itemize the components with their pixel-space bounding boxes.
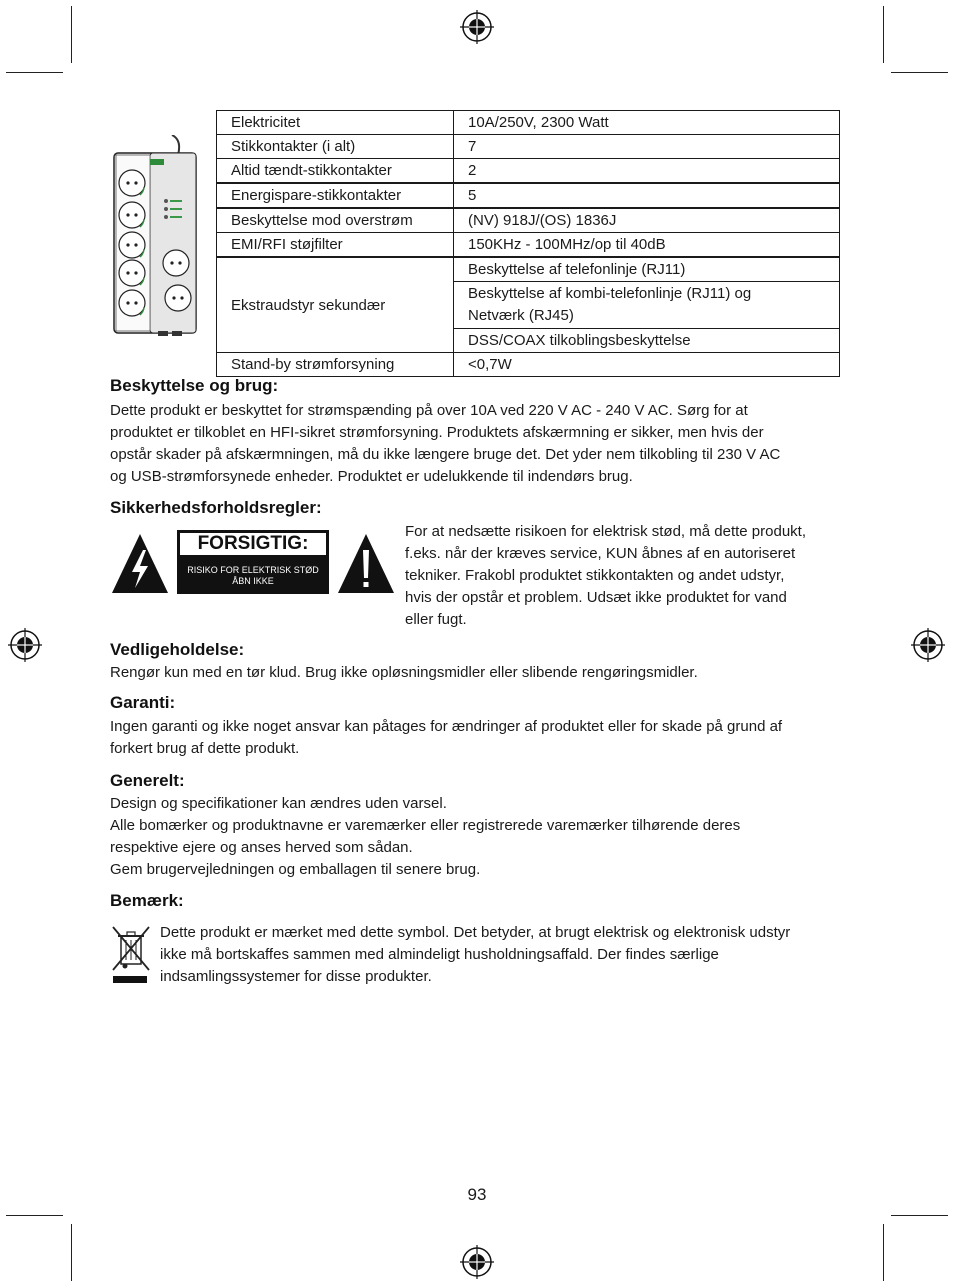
table-row <box>217 353 840 377</box>
crop-mark <box>883 1224 884 1281</box>
spec-value: (NV) 918J/(OS) 1836J <box>454 208 840 233</box>
table-row <box>217 135 840 159</box>
registration-mark-icon <box>460 10 494 44</box>
crop-mark <box>883 6 884 63</box>
spec-value: 5 <box>454 183 840 208</box>
table-row <box>217 159 840 184</box>
section-heading-general: Generelt: <box>110 771 185 790</box>
maintenance-paragraph <box>110 662 698 684</box>
spec-value-line: Beskyttelse af kombi-telefonlinje (RJ11) og <box>468 285 752 302</box>
text-line: og USB-strømforsynede enheder. Produktet er udelukkende til indendørs brug. <box>110 468 633 485</box>
weee-crossed-bin-icon <box>110 924 152 986</box>
registration-mark-icon <box>460 1245 494 1279</box>
text-line: f.eks. når der kræves service, KUN åbnes af en autoriseret <box>405 545 796 562</box>
exclamation-warning-icon <box>336 532 396 595</box>
text-line: forkert brug af dette produkt. <box>110 740 300 757</box>
specification-table <box>216 110 840 377</box>
crop-mark <box>891 72 948 73</box>
spec-value: <0,7W <box>454 353 840 377</box>
text-line: Gem brugervejledningen og emballagen til senere brug. <box>110 861 481 878</box>
text-line: produktet er tilkoblet en HFI-sikret strømforsyning. Produktets afskærmning er sikker, men hvis der <box>110 424 764 441</box>
spec-key: Altid tændt-stikkontakter <box>217 159 454 184</box>
safety-paragraph <box>405 521 806 631</box>
spec-value: 2 <box>454 159 840 184</box>
caution-text: ÅBN IKKE <box>232 576 274 586</box>
text-line: tekniker. Frakobl produktet stikkontakten og andet udstyr, <box>405 567 785 584</box>
text-line: indsamlingssystemer for disse produkter. <box>160 968 432 985</box>
crop-mark <box>6 1215 63 1216</box>
text-line: eller fugt. <box>405 611 467 628</box>
high-voltage-warning-icon <box>110 532 170 595</box>
crop-mark <box>71 1224 72 1281</box>
text-line: Dette produkt er mærket med dette symbol. Det betyder, at brugt elektrisk og elektronisk udstyr <box>160 924 791 941</box>
caution-title: FORSIGTIG: <box>180 533 326 555</box>
crop-mark <box>891 1215 948 1216</box>
power-strip-image <box>110 135 206 340</box>
general-paragraph <box>110 793 740 881</box>
spec-value: 10A/250V, 2300 Watt <box>454 111 840 135</box>
text-line: For at nedsætte risikoen for elektrisk stød, må dette produkt, <box>405 523 807 540</box>
note-paragraph <box>160 922 790 988</box>
spec-value-line: Netværk (RJ45) <box>468 307 574 324</box>
table-row <box>217 183 840 208</box>
crop-mark <box>71 6 72 63</box>
table-row <box>217 257 840 282</box>
caution-label <box>177 530 329 594</box>
text-line: opstår skader på afskærmningen, må du ikke længere bruge det. Det yder nem tilkobling til 230 V AC <box>110 446 781 463</box>
text-line: Alle bomærker og produktnavne er varemærker eller registrerede varemærker tilhørende deres <box>110 817 741 834</box>
spec-key: EMI/RFI støjfilter <box>217 233 454 258</box>
spec-key: Elektricitet <box>217 111 454 135</box>
spec-value: 150KHz - 100MHz/op til 40dB <box>454 233 840 258</box>
spec-key: Stand-by strømforsyning <box>217 353 454 377</box>
usage-paragraph <box>110 400 780 488</box>
text-line: Dette produkt er beskyttet for strømspænding på over 10A ved 220 V AC - 240 V AC. Sørg for at <box>110 402 748 419</box>
caution-text: RISIKO FOR ELEKTRISK STØD <box>187 565 319 575</box>
text-line: hvis der opstår et problem. Udsæt ikke produktet for vand <box>405 589 787 606</box>
spec-value: Beskyttelse af telefonlinje (RJ11) <box>454 257 840 282</box>
registration-mark-icon <box>911 628 945 662</box>
page-number: 93 <box>467 1185 487 1204</box>
crop-mark <box>6 72 63 73</box>
text-line: Design og specifikationer kan ændres uden varsel. <box>110 795 447 812</box>
text-line: ikke må bortskaffes sammen med almindeligt husholdningsaffald. Der findes særlige <box>160 946 719 963</box>
section-heading-warranty: Garanti: <box>110 693 176 712</box>
spec-value: 7 <box>454 135 840 159</box>
spec-value <box>454 282 840 329</box>
spec-value: DSS/COAX tilkoblingsbeskyttelse <box>454 329 840 353</box>
text-line: Ingen garanti og ikke noget ansvar kan påtages for ændringer af produktet eller for skade på grund af <box>110 718 783 735</box>
table-row <box>217 233 840 258</box>
table-row <box>217 208 840 233</box>
spec-key: Energispare-stikkontakter <box>217 183 454 208</box>
section-heading-usage: Beskyttelse og brug: <box>110 376 279 395</box>
text-line: Rengør kun med en tør klud. Brug ikke opløsningsmidler eller slibende rengøringsmidler. <box>110 664 698 681</box>
section-heading-safety: Sikkerhedsforholdsregler: <box>110 498 322 517</box>
text-line: respektive ejere og anses herved som sådan. <box>110 839 413 856</box>
table-row <box>217 111 840 135</box>
section-heading-note: Bemærk: <box>110 891 184 910</box>
spec-key: Beskyttelse mod overstrøm <box>217 208 454 233</box>
warranty-paragraph <box>110 716 782 760</box>
registration-mark-icon <box>8 628 42 662</box>
spec-key: Ekstraudstyr sekundær <box>217 257 454 353</box>
spec-key: Stikkontakter (i alt) <box>217 135 454 159</box>
section-heading-maintenance: Vedligeholdelse: <box>110 640 245 659</box>
